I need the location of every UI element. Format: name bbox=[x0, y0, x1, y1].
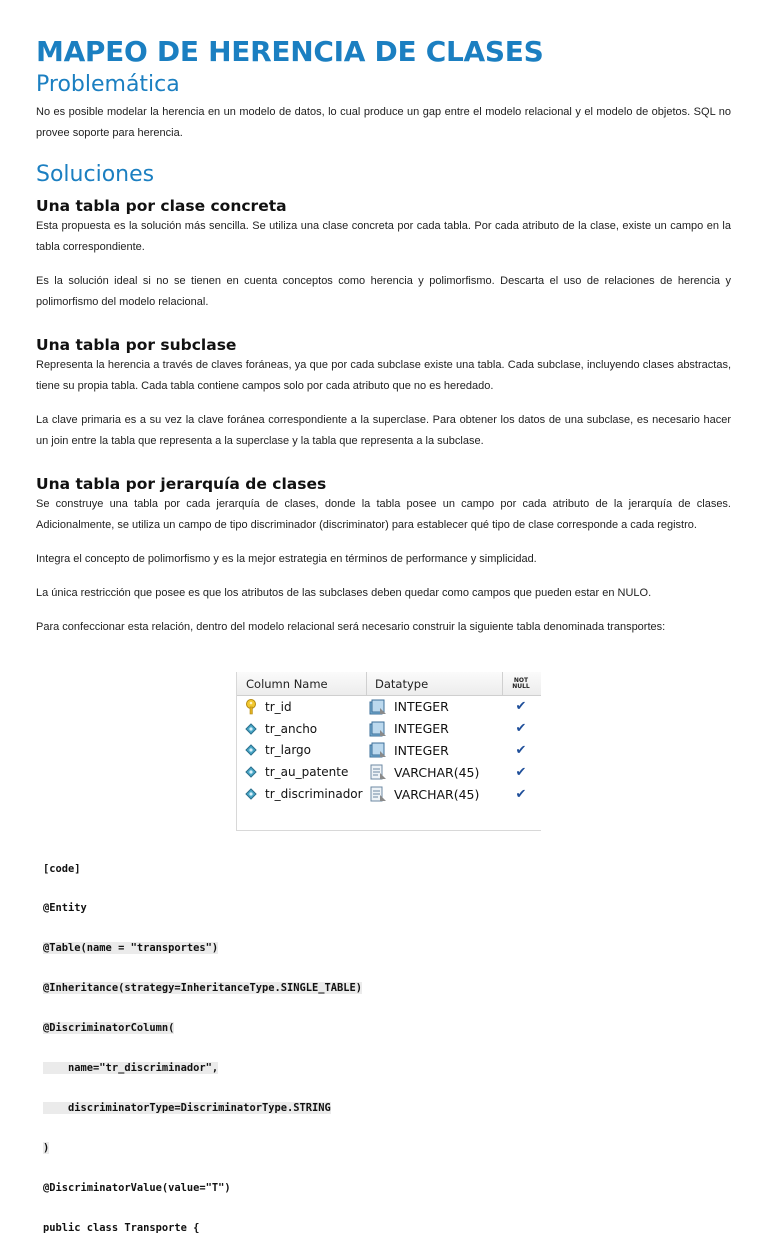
code-line: @Inheritance(strategy=InheritanceType.SINGLE_TABLE) bbox=[43, 982, 363, 995]
column-name: tr_au_patente bbox=[265, 765, 349, 780]
code-line: [code] bbox=[43, 862, 81, 875]
code-line: ) bbox=[43, 1141, 50, 1154]
section-heading-problematica: Problemática bbox=[36, 72, 180, 97]
not-null-header-line2: NULL bbox=[512, 682, 530, 690]
table-row bbox=[237, 740, 541, 762]
checkmark-icon: ✔ bbox=[515, 764, 527, 780]
column-name: tr_id bbox=[265, 699, 292, 714]
code-block bbox=[43, 836, 362, 1248]
table-row bbox=[237, 696, 541, 718]
primary-key-icon bbox=[243, 699, 259, 715]
paragraph: La única restricción que posee es que los atributos de las subclases deben quedar como campos que pueden estar en NULO. bbox=[36, 587, 652, 599]
paragraph: Es la solución ideal si no se tienen en cuenta conceptos como herencia y polimorfismo. Descarta el uso de relaciones de herencia y polimorfismo del modelo relacional. bbox=[36, 275, 731, 308]
transportes-table-image bbox=[236, 672, 541, 831]
table-row bbox=[237, 783, 541, 805]
checkmark-icon: ✔ bbox=[515, 699, 527, 715]
subsection-heading: Una tabla por subclase bbox=[36, 336, 237, 354]
column-name: tr_discriminador bbox=[265, 787, 363, 802]
code-line: name="tr_discriminador", bbox=[43, 1062, 219, 1075]
not-null-header-line1: NOT bbox=[513, 676, 529, 684]
datatype-icon bbox=[369, 742, 387, 758]
column-icon bbox=[243, 721, 259, 737]
checkmark-icon: ✔ bbox=[515, 721, 527, 737]
code-line: @Table(name = "transportes") bbox=[43, 942, 219, 955]
datatype-value: INTEGER bbox=[394, 721, 449, 737]
datatype-value: INTEGER bbox=[394, 742, 449, 758]
document-page bbox=[36, 34, 731, 638]
datatype-value: VARCHAR(45) bbox=[394, 764, 480, 780]
table-row bbox=[237, 761, 541, 783]
column-name-header: Column Name bbox=[237, 672, 367, 695]
page-title: MAPEO DE HERENCIA DE CLASES bbox=[36, 35, 544, 68]
paragraph: Para confeccionar esta relación, dentro del modelo relacional será necesario construir la siguiente tabla denominada transportes: bbox=[36, 621, 666, 633]
paragraph: Esta propuesta es la solución más sencilla. Se utiliza una clase concreta por cada tabla. Por cada atributo de la clase, existe un campo en la tabla correspondiente. bbox=[36, 220, 731, 253]
subsection-heading: Una tabla por jerarquía de clases bbox=[36, 475, 327, 493]
column-icon bbox=[243, 742, 259, 758]
checkmark-icon: ✔ bbox=[515, 742, 527, 758]
paragraph: Se construye una tabla por cada jerarquía de clases, donde la tabla posee un campo por cada atributo de la jerarquía de clases. Adicionalmente, se utiliza un campo de tipo discriminador (discriminator) para establecer qué tipo de clase corresponde a cada registro. bbox=[36, 498, 731, 531]
datatype-header: Datatype bbox=[367, 672, 503, 695]
paragraph: Representa la herencia a través de claves foráneas, ya que por cada subclase existe una tabla. Cada subclase, incluyendo clases abstractas, tiene su propia tabla. Cada tabla contiene campos solo por cada atributo que no es heredado. bbox=[36, 359, 731, 392]
paragraph: No es posible modelar la herencia en un modelo de datos, lo cual produce un gap entre el modelo relacional y el modelo de objetos. SQL no provee soporte para herencia. bbox=[36, 106, 731, 139]
code-line: @DiscriminatorValue(value="T") bbox=[43, 1181, 231, 1194]
column-name: tr_ancho bbox=[265, 721, 318, 736]
datatype-icon bbox=[369, 764, 387, 780]
datatype-icon bbox=[369, 721, 387, 737]
checkmark-icon: ✔ bbox=[515, 786, 527, 802]
subsection-heading: Una tabla por clase concreta bbox=[36, 197, 287, 215]
column-icon bbox=[243, 786, 259, 802]
code-line: public class Transporte { bbox=[43, 1221, 200, 1234]
datatype-icon bbox=[369, 699, 387, 715]
paragraph: Integra el concepto de polimorfismo y es la mejor estrategia en términos de performance y simplicidad. bbox=[36, 553, 537, 565]
column-name: tr_largo bbox=[265, 743, 312, 758]
datatype-icon bbox=[369, 786, 387, 802]
section-heading-soluciones: Soluciones bbox=[36, 162, 155, 187]
column-icon bbox=[243, 764, 259, 780]
code-line: @DiscriminatorColumn( bbox=[43, 1022, 175, 1035]
datatype-value: VARCHAR(45) bbox=[394, 786, 480, 802]
code-line: @Entity bbox=[43, 902, 87, 915]
table-header bbox=[237, 672, 541, 696]
table-row bbox=[237, 718, 541, 740]
code-line: discriminatorType=DiscriminatorType.STRING bbox=[43, 1101, 331, 1114]
datatype-value: INTEGER bbox=[394, 699, 449, 715]
not-null-header bbox=[503, 678, 539, 690]
paragraph: La clave primaria es a su vez la clave foránea correspondiente a la superclase. Para obtener los datos de una subclase, es necesario hacer un join entre la tabla que representa a la superclase y la tabla que representa a la subclase. bbox=[36, 414, 731, 447]
